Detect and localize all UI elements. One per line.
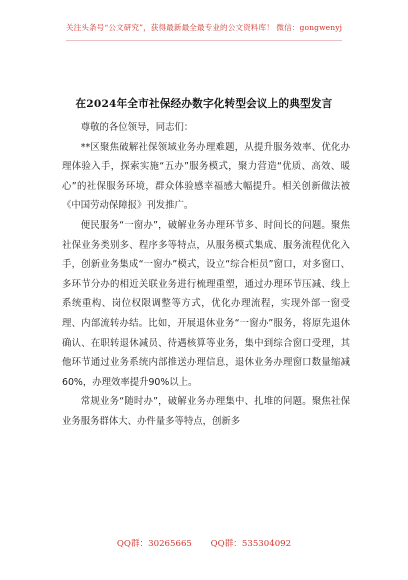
header-divider [66,40,342,41]
body-paragraph: **区聚焦破解社保领域业务办理难题，从提升服务效率、优化办理体验入手，探索实施“五办”服务模式，聚力营造“优质、高效、暖心”的社保服务环境，群众体验感幸福感大幅提升。相关创新做法被《中国劳动保障报》刊发推广。 [62,141,350,212]
footer-contact [0,537,408,549]
header-banner: 关注头条号“公文研究”，获得最新最全最专业的公文资料库！ 微信：gongwenyj [65,23,343,32]
salutation: 尊敬的各位领导，同志们： [80,122,194,133]
body-paragraph: 常规业务“随时办”，破解业务办理集中、扎堆的问题。聚焦社保业务服务群体大、办件量多等特点，创新多 [62,396,350,427]
footer-qq-group-2: QQ群：535304092 [210,539,292,549]
footer-qq-group-1: QQ群：30265665 [116,539,192,549]
body-paragraph: 便民服务“一窗办”，破解业务办理环节多、时间长的问题。聚焦社保业务类别多、程序多等特点，从服务模式集成、服务流程优化入手，创新业务集成“一窗办”模式，设立“综合柜员”窗口，对多窗口、多环节分办的相近关联业务进行梳理重塑，通过办理环节压减、线上系统重构、岗位权限调整等方式，优化办理流程，实现外部一窗受理、内部流转办结。比如，开展退休业务“一窗办”服务，将原先退休确认、在职转退休减员、待遇核算等业务，集中到综合窗口受理，其他环节通过业务系统内部推送办理信息，退休业务办理窗口数量缩减60%，办理效率提升90%以上。 [62,219,350,388]
document-body [62,118,350,432]
document-title: 在2024年全市社保经办数字化转型会议上的典型发言 [75,98,333,110]
